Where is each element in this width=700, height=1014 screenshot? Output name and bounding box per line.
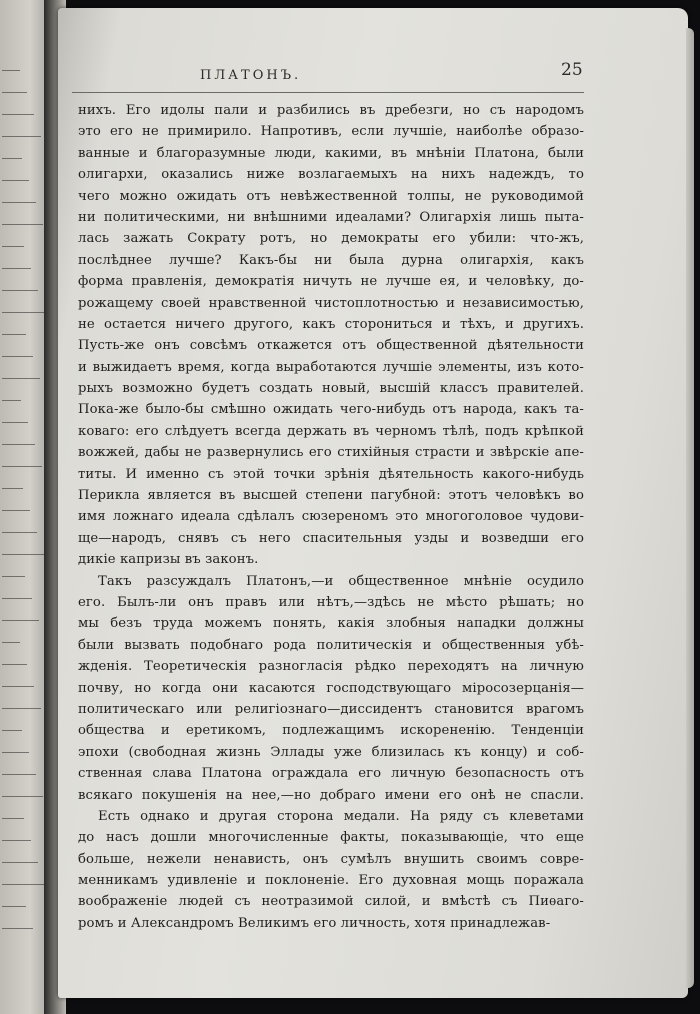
text-line: олигархи, оказались ниже возлагаемыхъ на нихъ надеждъ, то bbox=[78, 167, 584, 183]
text-line: дикіе капризы въ законъ. bbox=[78, 552, 259, 568]
left-page-text-fragment bbox=[2, 642, 20, 643]
text-line: форма правленія, демократія ничуть не лучше ея, и человѣку, до- bbox=[78, 274, 584, 290]
text-line: лась зажать Сократу ротъ, но демократы его убили: что-жъ, bbox=[78, 231, 584, 247]
left-page-text-fragment bbox=[2, 92, 27, 93]
left-page-text-fragment bbox=[2, 620, 39, 621]
text-line: Есть однако и другая сторона медали. На ряду съ клеветами bbox=[98, 808, 584, 824]
text-line: послѣднее лучше? Какъ-бы ни была дурна олигархія, какъ bbox=[78, 252, 584, 268]
left-page-text-fragment bbox=[2, 202, 36, 203]
body-text bbox=[78, 100, 584, 934]
left-page-text-fragment bbox=[2, 576, 25, 577]
text-line: ромъ и Александромъ Великимъ его личность, хотя принадлежав- bbox=[78, 915, 551, 931]
left-page-text-fragment bbox=[2, 268, 31, 269]
text-line: менникамъ удивленіе и поклоненіе. Его духовная мощь поражала bbox=[78, 873, 584, 889]
left-page-text-fragment bbox=[2, 114, 34, 115]
text-line: Пока-же было-бы смѣшно ожидать чего-нибудь отъ народа, какъ та- bbox=[78, 402, 584, 418]
left-page-text-fragment bbox=[2, 510, 30, 511]
text-line: воображеніе людей съ неотразимой силой, и вмѣстѣ съ Пиѳаго- bbox=[78, 894, 584, 910]
text-line: вожжей, дабы не развернулись его стихійныя страсти и звѣрскіе апе- bbox=[78, 445, 584, 461]
left-page-text-fragment bbox=[2, 774, 36, 775]
text-line: ни политическими, ни внѣшними идеалами? Олигархія лишь пыта- bbox=[78, 209, 584, 225]
left-page-edge bbox=[0, 0, 50, 1014]
left-page-text-fragment bbox=[2, 488, 23, 489]
text-line: не остается ничего другого, какъ сторониться и тѣхъ, и другихъ. bbox=[78, 316, 584, 332]
left-page-text-fragment bbox=[2, 70, 20, 71]
left-page-text-fragment bbox=[2, 378, 40, 379]
text-line: коваго: его слѣдуетъ всегда держать въ черномъ тѣлѣ, подъ крѣпкой bbox=[78, 423, 584, 439]
text-line: больше, нежели ненависть, онъ сумѣлъ внушить своимъ совре- bbox=[78, 851, 584, 867]
text-line: и выжидаетъ время, когда выработаются лучшіе элементы, изъ кото- bbox=[78, 359, 584, 375]
text-line: эпохи (свободная жизнь Эллады уже близилась къ концу) и соб- bbox=[78, 744, 584, 760]
text-line: ственная слава Платона ограждала его личную безопасность отъ bbox=[78, 766, 584, 782]
text-line: это его не примирило. Напротивъ, если лучшіе, наиболѣе образо- bbox=[78, 124, 584, 140]
text-line: нихъ. Его идолы пали и разбились въ дребезги, но съ народомъ bbox=[78, 103, 584, 118]
left-page-text-fragment bbox=[2, 224, 43, 225]
page-edge bbox=[686, 28, 694, 988]
left-page-text-fragment bbox=[2, 466, 42, 467]
left-page-text-fragment bbox=[2, 884, 45, 885]
text-line: имя ложнаго идеала сдѣлалъ сюзереномъ это многоголовое чудови- bbox=[78, 509, 584, 525]
text-line: Пусть-же онъ совсѣмъ откажется отъ общественной дѣятельности bbox=[78, 338, 584, 354]
left-page-text-fragment bbox=[2, 818, 24, 819]
left-page-text-fragment bbox=[2, 312, 45, 313]
text-line: Перикла является въ высшей степени пагубной: этотъ человѣкъ во bbox=[78, 488, 584, 504]
left-page-text-fragment bbox=[2, 290, 38, 291]
left-page-text-fragment bbox=[2, 752, 29, 753]
left-page-text-fragment bbox=[2, 906, 26, 907]
left-page-text-fragment bbox=[2, 686, 34, 687]
left-page-text-fragment bbox=[2, 598, 32, 599]
text-line: Такъ разсуждалъ Платонъ,—и общественное мнѣніе осудило bbox=[98, 573, 584, 589]
text-line: его. Былъ-ли онъ правъ или нѣтъ,—здѣсь не мѣсто рѣшать; но bbox=[78, 594, 584, 610]
text-line: рыхъ возможно будетъ создать новый, высшій классъ правителей. bbox=[78, 381, 584, 397]
left-page-text-fragment bbox=[2, 422, 28, 423]
text-line: мы безъ труда можемъ понять, какія злобныя нападки должны bbox=[78, 616, 584, 632]
header-rule bbox=[72, 92, 584, 93]
text-line: ванные и благоразумные люди, какими, въ мнѣніи Платона, были bbox=[78, 145, 584, 161]
text-line: титы. И именно съ этой точки зрѣнія дѣятельность какого-нибудь bbox=[78, 466, 584, 482]
left-page-text-fragment bbox=[2, 400, 21, 401]
left-page-text-fragment bbox=[2, 840, 31, 841]
left-page-text-fragment bbox=[2, 334, 26, 335]
left-page-text-fragment bbox=[2, 158, 22, 159]
left-page-text-fragment bbox=[2, 532, 37, 533]
left-page-text-fragment bbox=[2, 796, 43, 797]
left-page-text-fragment bbox=[2, 356, 33, 357]
left-page-text-fragment bbox=[2, 862, 38, 863]
text-line: чего можно ожидать отъ невѣжественной толпы, не руководимой bbox=[78, 188, 584, 204]
text-line: рожащему своей нравственной чистоплотностью и независимостью, bbox=[78, 295, 584, 311]
text-line: были вызвать подобнаго рода политическія и общественныя убѣ- bbox=[78, 637, 584, 653]
text-line: ще—народъ, снявъ съ него спасительныя узды и возведши его bbox=[78, 530, 584, 546]
left-page-text-fragment bbox=[2, 554, 44, 555]
text-line: политическаго или религіознаго—диссидентъ становится врагомъ bbox=[78, 701, 584, 717]
running-head: ПЛАТОНЪ. bbox=[200, 68, 302, 83]
left-page-text-fragment bbox=[2, 180, 29, 181]
text-line: жденія. Теоретическія разногласія рѣдко переходятъ на личную bbox=[78, 659, 584, 675]
left-page-text-fragment bbox=[2, 708, 41, 709]
left-page-text-fragment bbox=[2, 246, 24, 247]
left-page-text-fragment bbox=[2, 664, 27, 665]
left-page-text-fragment bbox=[2, 928, 33, 929]
left-page-text-fragment bbox=[2, 730, 22, 731]
left-page-text-fragment bbox=[2, 444, 35, 445]
page-number: 25 bbox=[561, 60, 583, 80]
text-line: общества и еретикомъ, подлежащимъ искорененію. Тенденціи bbox=[78, 723, 584, 739]
left-page-text-fragment bbox=[2, 136, 41, 137]
text-line: до насъ дошли многочисленные факты, показывающіе, что еще bbox=[78, 830, 584, 846]
text-line: почву, но когда они касаются господствующаго міросозерцанія— bbox=[78, 680, 584, 696]
text-line: всякаго покушенія на нее,—но добраго имени его онѣ не спасли. bbox=[78, 787, 584, 803]
